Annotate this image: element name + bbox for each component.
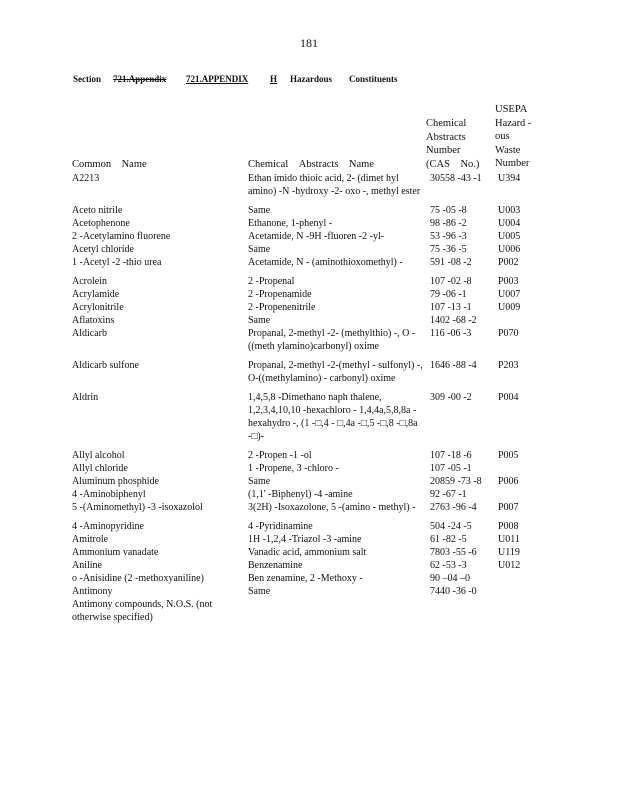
waste-number-cell: P005 [498, 450, 519, 461]
common-name-cell: Acrylamide [72, 289, 120, 300]
cas-name-cell: 3(2H) -Isoxazolone, 5 -(amino - methyl) - [248, 502, 416, 513]
header-word: Common [72, 159, 112, 170]
page-number: 181 [300, 36, 318, 50]
cas-number-cell: 1402 -68 -2 [430, 315, 477, 326]
cas-name-cell: 1 -Propene, 3 -chloro - [248, 463, 339, 474]
cas-number-cell: 309 -00 -2 [430, 392, 472, 403]
cas-number-cell: 2763 -96 -4 [430, 502, 477, 513]
common-name-cell: Aceto nitrile [72, 205, 123, 216]
appendix-letter: H [270, 74, 278, 84]
cas-name-cell: Propanal, 2-methyl -2- (methylthio) -, O - ((meth ylamino)carbonyl) oxime [248, 328, 416, 352]
constituents-table [72, 172, 552, 624]
cas-number-cell: 79 -06 -1 [430, 289, 467, 300]
cas-name-cell: 2 -Propenal [248, 276, 295, 287]
cas-number-cell: 591 -08 -2 [430, 257, 472, 268]
common-name-cell: 4 -Aminobiphenyl [72, 489, 146, 500]
common-name-cell: Allyl alcohol [72, 450, 125, 461]
common-name-cell: Acrolein [72, 276, 107, 287]
table-row [72, 572, 552, 585]
common-name-cell: 1 -Acetyl -2 -thio urea [72, 257, 162, 268]
section-heading [73, 74, 553, 88]
header-cas-number [426, 117, 479, 171]
common-name-cell: 5 -(Aminomethyl) -3 -isoxazolol [72, 502, 203, 513]
appendix-label: 721.APPENDIX [186, 74, 249, 84]
waste-number-cell: P008 [498, 521, 519, 532]
cas-number-cell: 504 -24 -5 [430, 521, 472, 532]
common-name-cell: Allyl chloride [72, 463, 128, 474]
common-name-cell: Acetophenone [72, 218, 130, 229]
cas-name-cell: Propanal, 2-methyl -2-(methyl - sulfonyl) -, O-((methylamino) - carbonyl) oxime [248, 360, 423, 384]
common-name-cell: Antimony [72, 586, 113, 597]
waste-number-cell: P007 [498, 502, 519, 513]
cas-name-cell: Same [248, 205, 271, 216]
cas-number-cell: 7803 -55 -6 [430, 547, 477, 558]
cas-name-cell: Ethan imido thioic acid, 2- (dimet hyl amino) -N -hydroxy -2- oxo -, methyl ester [248, 173, 421, 197]
table-row [72, 546, 552, 559]
header-word: Waste [495, 144, 521, 156]
table-row [72, 533, 552, 546]
common-name-cell: 4 -Aminopyridine [72, 521, 144, 532]
table-row [72, 172, 552, 204]
title-constituents: Constituents [349, 74, 398, 84]
waste-number-cell: P203 [498, 360, 519, 371]
table-row [72, 230, 552, 243]
waste-number-cell: U005 [498, 231, 521, 242]
waste-number-cell [498, 572, 552, 585]
waste-number-cell: P006 [498, 476, 519, 487]
cas-number-cell: 107 -02 -8 [430, 276, 472, 287]
cas-name-cell: (1,1' -Biphenyl) -4 -amine [248, 489, 353, 500]
table-row [72, 585, 552, 598]
cas-name-cell: 4 -Pyridinamine [248, 521, 313, 532]
cas-number-cell: 30558 -43 -1 [430, 173, 482, 184]
waste-number-cell: P002 [498, 257, 519, 268]
waste-number-cell [498, 585, 552, 598]
table-row [72, 391, 552, 449]
cas-number-cell: 75 -05 -8 [430, 205, 467, 216]
cas-name-cell: Same [248, 315, 271, 326]
table-row [72, 301, 552, 314]
cas-number-cell: 116 -06 -3 [430, 328, 472, 339]
table-row [72, 359, 552, 391]
cas-number-cell: 7440 -36 -0 [430, 586, 477, 597]
common-name-cell: o -Anisidine (2 -methoxyaniline) [72, 573, 204, 584]
header-word: Abstracts [298, 159, 339, 170]
waste-number-cell: U394 [498, 173, 521, 184]
cas-number-cell: 107 -05 -1 [430, 463, 472, 474]
common-name-cell: Aldicarb [72, 328, 107, 339]
table-row [72, 449, 552, 462]
cas-number-cell: 62 -53 -3 [430, 560, 467, 571]
common-name-cell: Amitrole [72, 534, 109, 545]
table-row [72, 256, 552, 275]
header-word: (CAS [426, 158, 450, 170]
cas-name-cell: Benzenamine [248, 560, 303, 571]
cas-number-cell: 1646 -88 -4 [430, 360, 477, 371]
common-name-cell: Ammonium vanadate [72, 547, 159, 558]
common-name-cell: A2213 [72, 173, 100, 184]
table-row [72, 217, 552, 230]
waste-number-cell [498, 462, 552, 475]
table-row [72, 204, 552, 217]
table-row [72, 288, 552, 301]
header-cas-name [248, 158, 374, 172]
waste-number-cell: P004 [498, 392, 519, 403]
cas-number-cell: 98 -86 -2 [430, 218, 467, 229]
struck-appendix-a: 721.Appendix [113, 74, 167, 84]
cas-name-cell: Ethanone, 1-phenyl - [248, 218, 333, 229]
waste-number-cell: P070 [498, 328, 519, 339]
header-word: No.) [460, 158, 480, 170]
table-row [72, 275, 552, 288]
waste-number-cell: U003 [498, 205, 521, 216]
waste-number-cell [498, 314, 552, 327]
cas-name-cell: Acetamide, N -9H -fluoren -2 -yl- [248, 231, 385, 242]
cas-number-cell: 90 –04 –0 [430, 573, 470, 584]
waste-number-cell: U009 [498, 302, 521, 313]
table-row [72, 327, 552, 359]
cas-name-cell: Same [248, 476, 271, 487]
common-name-cell: Aldrin [72, 392, 99, 403]
common-name-cell: Aldicarb sulfone [72, 360, 139, 371]
table-row [72, 598, 552, 624]
waste-number-cell: U011 [498, 534, 520, 545]
cas-name-cell: 2 -Propenenitrile [248, 302, 316, 313]
cas-name-cell: 2 -Propenamide [248, 289, 312, 300]
header-word: USEPA [495, 104, 528, 115]
header-common-name [72, 158, 147, 172]
header-word: Number [495, 158, 530, 169]
table-row [72, 314, 552, 327]
common-name-cell: Aniline [72, 560, 102, 571]
table-row [72, 243, 552, 256]
cas-name-cell: 1,4,5,8 -Dimethano naph thalene, 1,2,3,4,10,10 -hexachloro - 1,4,4a,5,8,8a -hexahydro -, (1 -□,4 - □,4a -□,5 -□,8 -□,8a -□)- [248, 392, 418, 442]
waste-number-cell: U119 [498, 547, 520, 558]
common-name-cell: Aluminum phosphide [72, 476, 159, 487]
cas-name-cell: Ben zenamine, 2 -Methoxy - [248, 573, 363, 584]
common-name-cell: 2 -Acetylamino fluorene [72, 231, 171, 242]
cas-name-cell: 2 -Propen -1 -ol [248, 450, 312, 461]
cas-name-cell: Same [248, 586, 271, 597]
header-word: Chemical [248, 159, 289, 170]
common-name-cell: Antimony compounds, N.O.S. (not otherwise specified) [72, 599, 213, 623]
header-usepa-number [495, 103, 531, 171]
common-name-cell: Acetyl chloride [72, 244, 134, 255]
cas-name-cell: Same [248, 244, 271, 255]
cas-number-cell [430, 598, 498, 624]
header-word: Name [121, 159, 147, 170]
cas-number-cell: 107 -13 -1 [430, 302, 472, 313]
table-row [72, 462, 552, 475]
cas-number-cell: 107 -18 -6 [430, 450, 472, 461]
section-label: Section [73, 74, 101, 84]
waste-number-cell [498, 488, 552, 501]
waste-number-cell: U006 [498, 244, 521, 255]
waste-number-cell: U004 [498, 218, 521, 229]
waste-number-cell [498, 598, 552, 624]
header-word: Name [348, 159, 374, 170]
waste-number-cell: U007 [498, 289, 521, 300]
cas-number-cell: 75 -36 -5 [430, 244, 467, 255]
waste-number-cell: U012 [498, 560, 521, 571]
cas-number-cell: 61 -82 -5 [430, 534, 467, 545]
cas-name-cell [248, 598, 430, 624]
cas-number-cell: 20859 -73 -8 [430, 476, 482, 487]
header-word: Abstracts [426, 131, 466, 143]
cas-number-cell: 92 -67 -1 [430, 489, 467, 500]
cas-number-cell: 53 -96 -3 [430, 231, 467, 242]
header-word: Number [426, 145, 461, 156]
cas-name-cell: 1H -1,2,4 -Triazol -3 -amine [248, 534, 362, 545]
header-word: Hazard - [495, 117, 532, 129]
cas-name-cell: Acetamide, N - (aminothioxomethyl) - [248, 257, 403, 268]
waste-number-cell: P003 [498, 276, 519, 287]
table-row [72, 475, 552, 488]
common-name-cell: Aflatoxins [72, 315, 115, 326]
table-row [72, 488, 552, 501]
title-hazardous: Hazardous [290, 74, 333, 84]
header-word: Chemical [426, 118, 467, 129]
table-row [72, 520, 552, 533]
cas-name-cell: Vanadic acid, ammonium salt [248, 547, 367, 558]
table-row [72, 501, 552, 520]
common-name-cell: Acrylonitrile [72, 302, 124, 313]
header-word: ous [495, 131, 510, 142]
table-row [72, 559, 552, 572]
